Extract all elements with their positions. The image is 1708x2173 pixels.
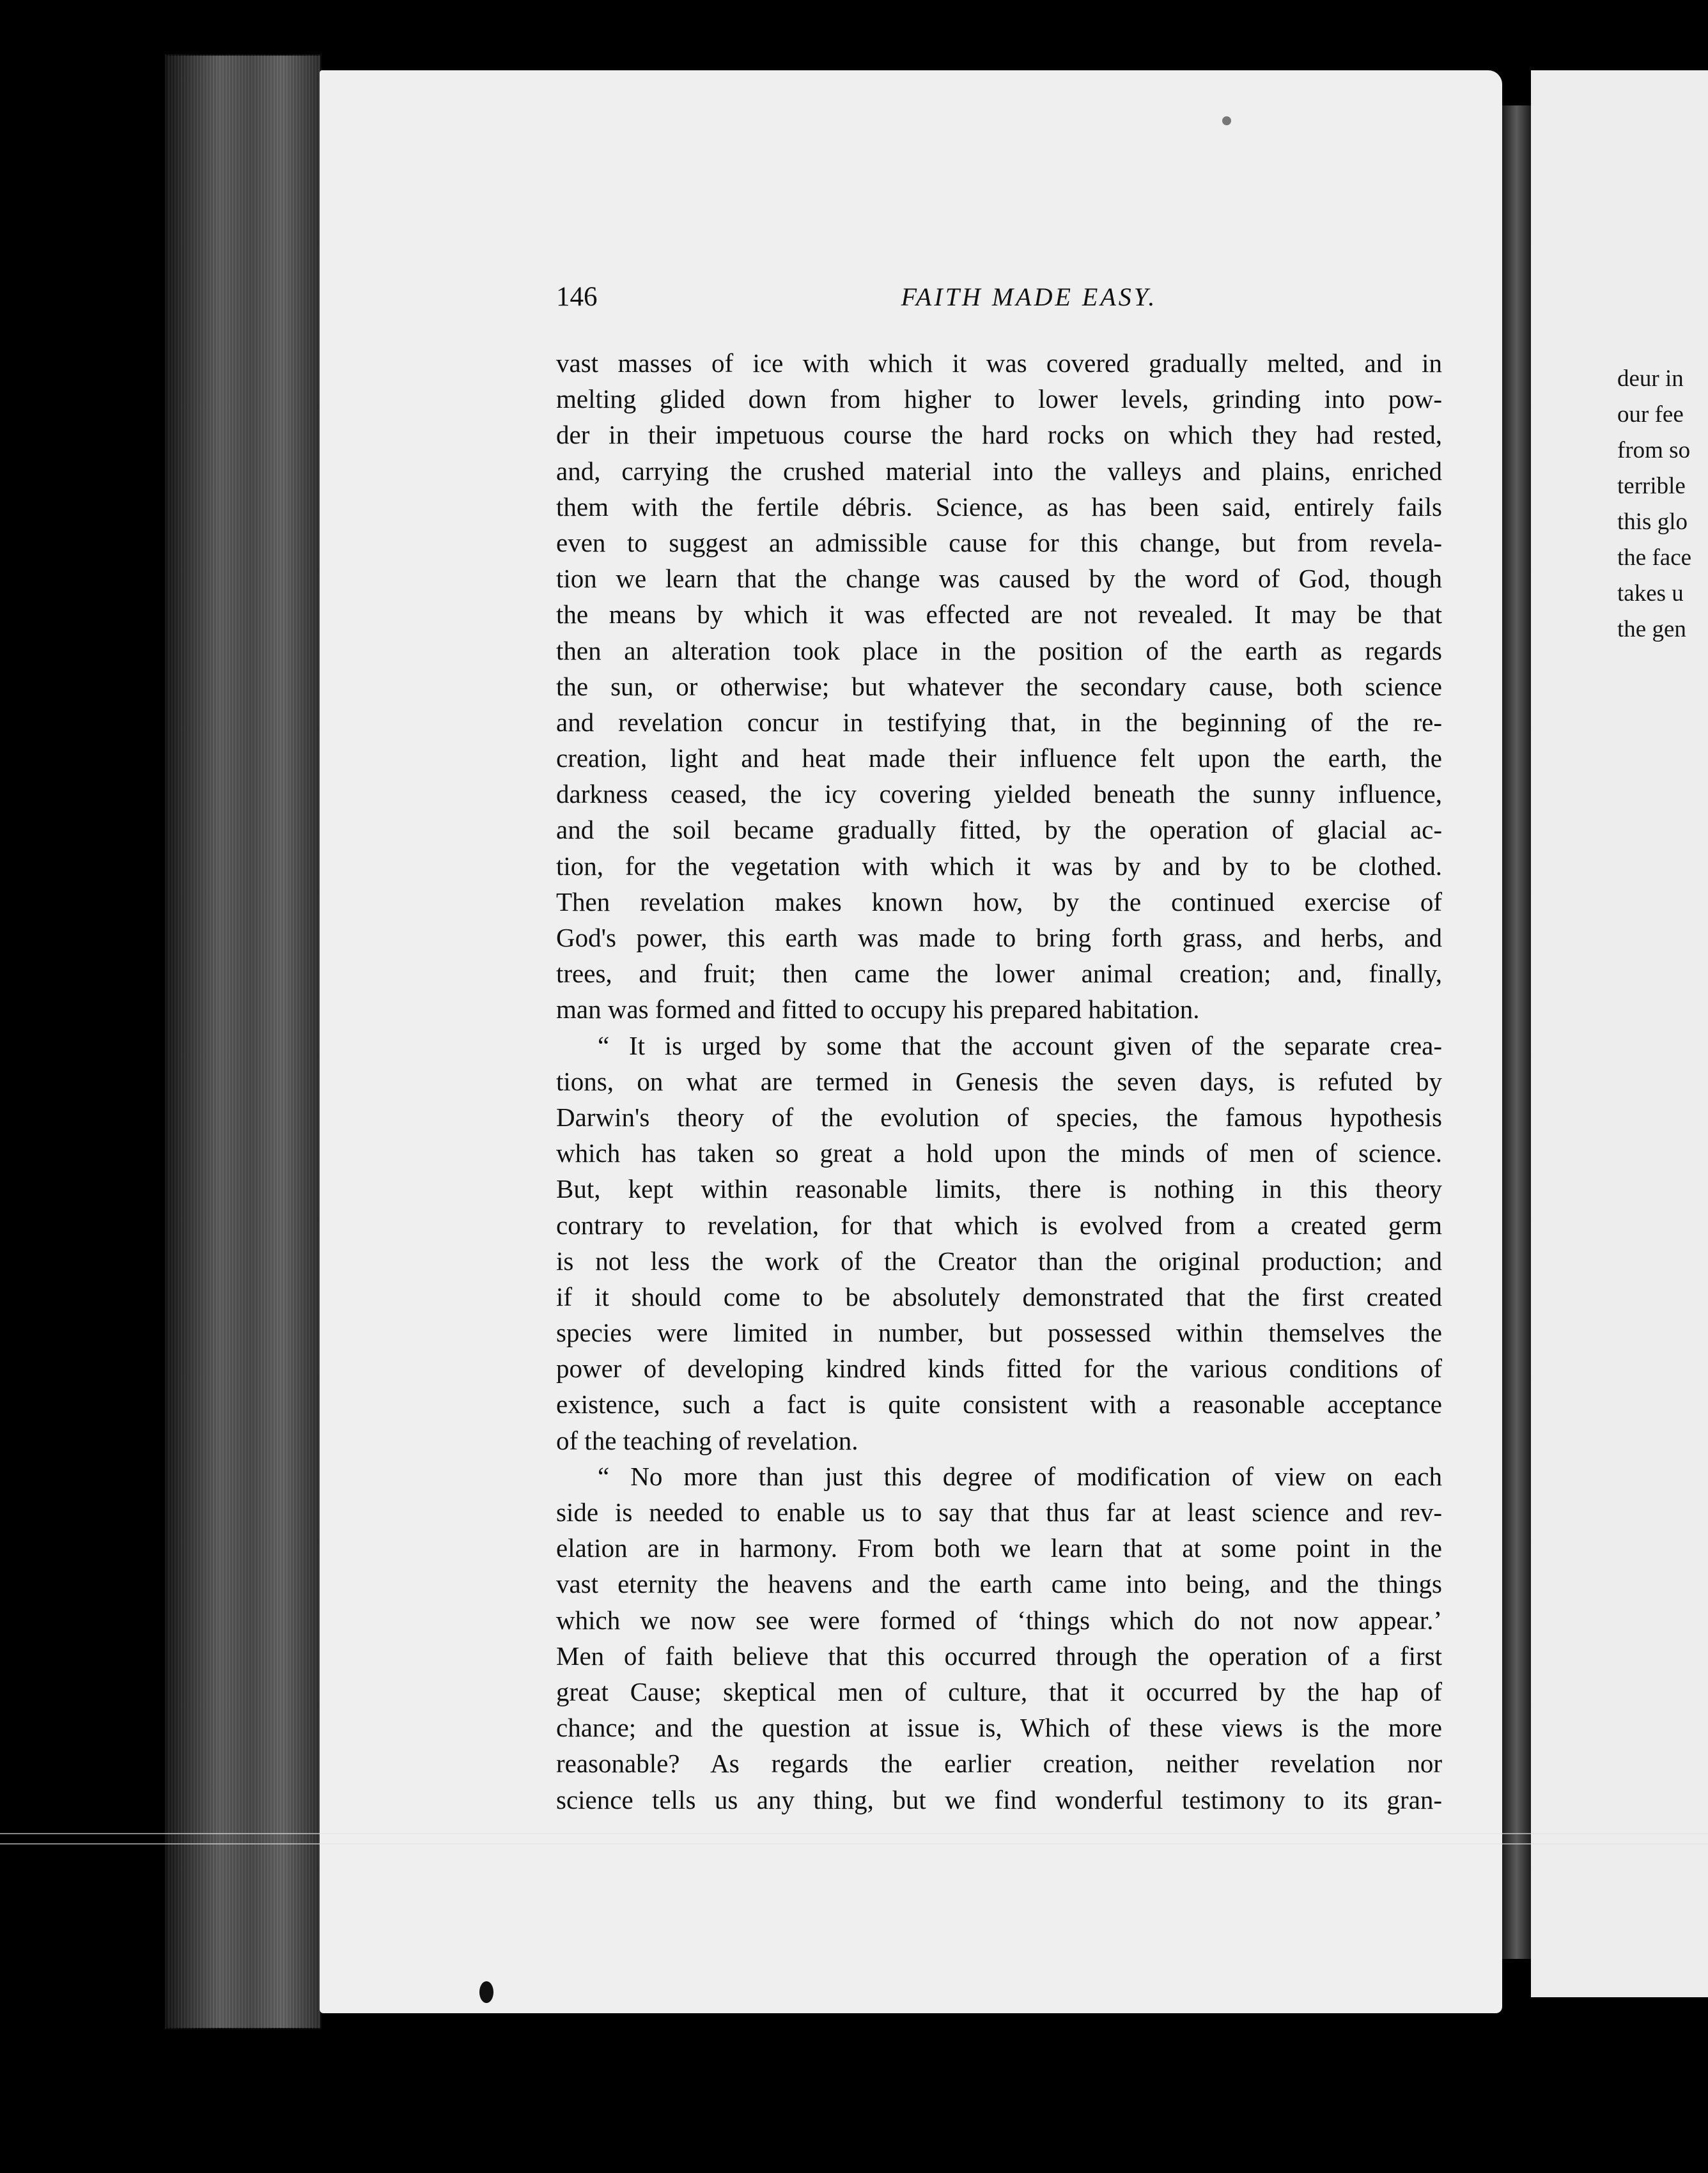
page-number: 146 bbox=[556, 282, 598, 312]
text-line: darkness ceased, the icy covering yielded beneath the sunny influence, bbox=[556, 779, 1442, 809]
text-line: But, kept within reasonable limits, there is nothing in this theory bbox=[556, 1174, 1442, 1204]
text-line: Men of faith believe that this occurred through the operation of a first bbox=[556, 1641, 1442, 1671]
opposite-page-line: deur in bbox=[1617, 366, 1684, 392]
text-line: “ It is urged by some that the account given of the separate crea- bbox=[598, 1030, 1442, 1060]
text-line: great Cause; skeptical men of culture, that it occurred by the hap of bbox=[556, 1676, 1442, 1706]
opposite-page-line: from so bbox=[1617, 437, 1691, 463]
text-line: which we now see were formed of ‘things which do not now appear.’ bbox=[556, 1605, 1442, 1635]
text-line: the sun, or otherwise; but whatever the secondary cause, both science bbox=[556, 671, 1442, 701]
opposite-page-line: the face bbox=[1617, 545, 1692, 571]
text-line: man was formed and fitted to occupy his prepared habitation. bbox=[556, 994, 1200, 1025]
text-line: tion, for the vegetation with which it was by and by to be clothed. bbox=[556, 851, 1442, 881]
text-line: melting glided down from higher to lower levels, grinding into pow- bbox=[556, 384, 1442, 414]
scan-line-artifact bbox=[0, 1833, 1708, 1834]
opposite-page-line: our fee bbox=[1617, 401, 1684, 428]
page-gutter bbox=[1502, 105, 1531, 1959]
opposite-page-line: this glo bbox=[1617, 509, 1688, 535]
text-line: elation are in harmony. From both we learn that at some point in the bbox=[556, 1533, 1442, 1563]
text-line: reasonable? As regards the earlier creation, neither revelation nor bbox=[556, 1749, 1442, 1779]
scan-line-artifact bbox=[0, 1843, 1708, 1844]
text-line: chance; and the question at issue is, Which of these views is the more bbox=[556, 1713, 1442, 1743]
text-line: is not less the work of the Creator than the original production; and bbox=[556, 1246, 1442, 1276]
text-line: vast eternity the heavens and the earth came into being, and the things bbox=[556, 1569, 1442, 1599]
text-line: science tells us any thing, but we find wonderful testimony to its gran- bbox=[556, 1784, 1442, 1814]
text-line: “ No more than just this degree of modification of view on each bbox=[598, 1461, 1442, 1491]
opposite-page-line: takes u bbox=[1617, 580, 1684, 607]
text-line: species were limited in number, but possessed within themselves the bbox=[556, 1318, 1442, 1348]
text-line: if it should come to be absolutely demonstrated that the first created bbox=[556, 1281, 1442, 1311]
text-line: and revelation concur in testifying that, in the beginning of the re- bbox=[556, 707, 1442, 737]
text-line: contrary to revelation, for that which is evolved from a created germ bbox=[556, 1210, 1442, 1240]
text-line: der in their impetuous course the hard rocks on which they had rested, bbox=[556, 420, 1442, 450]
text-line: existence, such a fact is quite consistent with a reasonable acceptance bbox=[556, 1389, 1442, 1419]
running-head: FAITH MADE EASY. bbox=[901, 282, 1158, 311]
text-line: them with the fertile débris. Science, as has been said, entirely fails bbox=[556, 491, 1442, 522]
text-line: side is needed to enable us to say that thus far at least science and rev- bbox=[556, 1497, 1442, 1527]
text-line: of the teaching of revelation. bbox=[556, 1425, 858, 1455]
text-line: Then revelation makes known how, by the continued exercise of bbox=[556, 886, 1442, 916]
text-line: vast masses of ice with which it was covered gradually melted, and in bbox=[556, 348, 1442, 378]
text-line: then an alteration took place in the position of the earth as regards bbox=[556, 635, 1442, 665]
text-line: even to suggest an admissible cause for this change, but from revela- bbox=[556, 527, 1442, 557]
opposite-page-line: the gen bbox=[1617, 616, 1686, 642]
ink-spot bbox=[1222, 116, 1231, 125]
opposite-page-line: terrible bbox=[1617, 473, 1686, 499]
text-line: tion we learn that the change was caused by the word of God, though bbox=[556, 564, 1442, 594]
text-line: tions, on what are termed in Genesis the seven days, is refuted by bbox=[556, 1066, 1442, 1096]
text-line: power of developing kindred kinds fitted for the various conditions of bbox=[556, 1354, 1442, 1384]
page-header bbox=[556, 275, 1451, 320]
text-line: the means by which it was effected are not revealed. It may be that bbox=[556, 599, 1442, 630]
text-line: God's power, this earth was made to bring forth grass, and herbs, and bbox=[556, 923, 1442, 952]
text-line: which has taken so great a hold upon the minds of men of science. bbox=[556, 1138, 1442, 1168]
text-line: Darwin's theory of the evolution of species, the famous hypothesis bbox=[556, 1102, 1442, 1132]
text-line: and, carrying the crushed material into the valleys and plains, enriched bbox=[556, 456, 1442, 486]
book-edge bbox=[165, 54, 322, 2029]
opposite-page bbox=[1531, 70, 1708, 1997]
text-line: trees, and fruit; then came the lower animal creation; and, finally, bbox=[556, 959, 1442, 989]
text-line: and the soil became gradually fitted, by the operation of glacial ac- bbox=[556, 815, 1442, 845]
body-text bbox=[556, 345, 1442, 1818]
text-line: creation, light and heat made their influence felt upon the earth, the bbox=[556, 743, 1442, 773]
ink-blot bbox=[479, 1981, 493, 2003]
